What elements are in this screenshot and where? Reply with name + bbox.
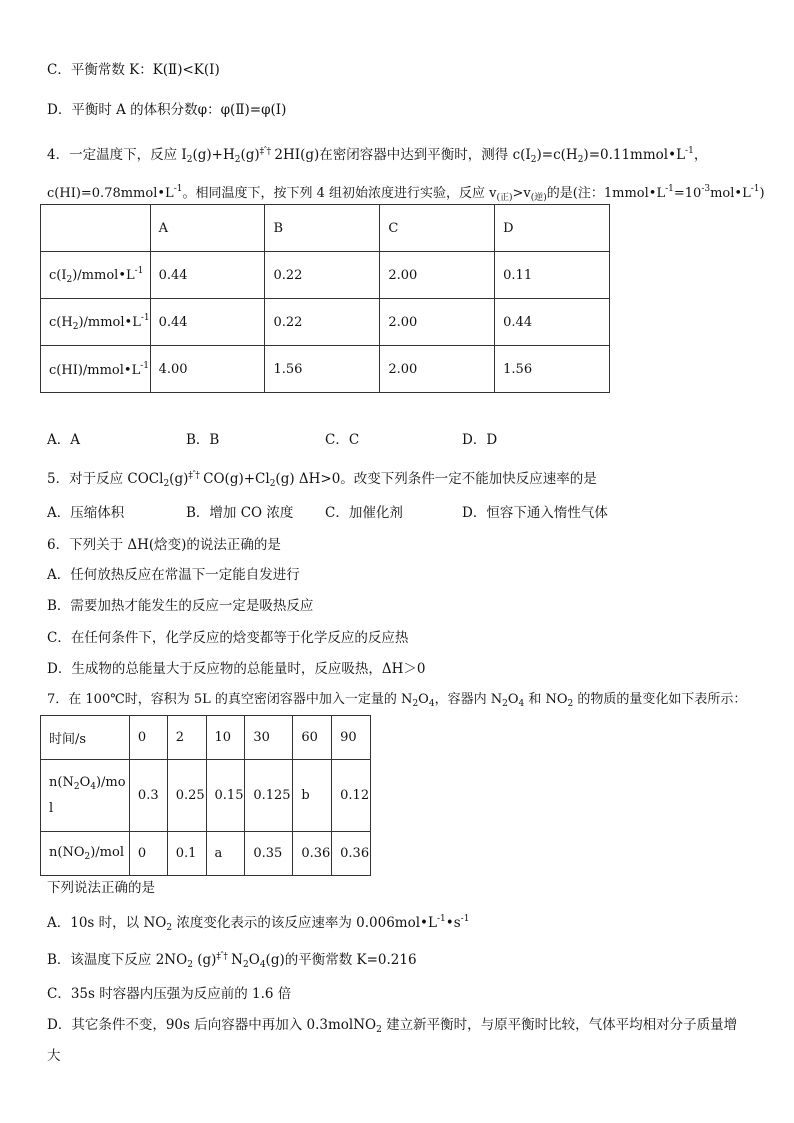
- table-header-cell: D: [495, 205, 610, 252]
- table-cell: 0.25: [167, 760, 206, 832]
- q7-option-d-line2: 大: [47, 1048, 61, 1064]
- q4-concentration-table: [40, 204, 610, 393]
- table-cell: [41, 205, 151, 252]
- q6-option-a: A．任何放热反应在常温下一定能自发进行: [47, 567, 300, 583]
- q6-option-b: B．需要加热才能发生的反应一定是吸热反应: [47, 598, 314, 614]
- table-cell: 0.44: [150, 252, 265, 299]
- table-cell: 2.00: [380, 252, 495, 299]
- q6-option-d: D．生成物的总能量大于反应物的总能量时，反应吸热，ΔH＞0: [47, 661, 426, 677]
- q4-stem-line2: $c(HI)=0.78mmol•L^{-1}$。相同温度下，按下列 4 组初始浓度进行实验，反应 $v_{(正)}>v_{(逆)}$的是(注：$1mmol•L^{-1}=10^{-3}mol•L^{-1}$): [47, 184, 765, 203]
- table-cell: 0.3: [129, 760, 167, 832]
- q5-stem: 5．对于反应 $COCl_2(g)^{\ddagger ˆ\dagger}$ $CO(g)+Cl_2(g)$ ΔH>0。改变下列条件一定不能加快反应速率的是: [47, 471, 597, 489]
- table-cell: 0.12: [332, 760, 371, 832]
- q3-option-d: D．平衡时 A 的体积分数φ：φ(Ⅱ)=φ(Ⅰ): [47, 102, 287, 118]
- table-header-cell: A: [150, 205, 265, 252]
- row-label: $n(NO_2)$/mol: [41, 832, 130, 876]
- table-header-cell: 时间/s: [41, 716, 130, 760]
- table-cell: 2.00: [380, 346, 495, 393]
- table-cell: 1.56: [265, 346, 380, 393]
- q7-option-a: A．10s 时，以 $NO_2$ 浓度变化表示的该反应速率为 $0.006mol•L^{-1}•s^{-1}$: [47, 914, 470, 933]
- equilibrium-arrow-icon: ‡ˆ†: [259, 147, 271, 157]
- table-row: [41, 346, 610, 393]
- table-header-cell: 60: [293, 716, 332, 760]
- table-header-row: [41, 205, 610, 252]
- table-cell: 0.36: [293, 832, 332, 876]
- table-header-cell: 10: [206, 716, 245, 760]
- table-cell: 0.22: [265, 252, 380, 299]
- table-cell: 0: [129, 832, 167, 876]
- table-cell: 4.00: [150, 346, 265, 393]
- table-cell: 0.36: [332, 832, 371, 876]
- table-cell: 0.44: [150, 299, 265, 346]
- row-label: $c(HI)/mmol•L^{-1}$: [41, 346, 151, 393]
- table-cell: 0.1: [167, 832, 206, 876]
- table-cell: 0.35: [245, 832, 293, 876]
- q4-option-c: C．C: [325, 432, 360, 448]
- equilibrium-arrow-icon: ‡ˆ†: [188, 471, 199, 481]
- table-cell: 0.15: [206, 760, 245, 832]
- table-header-cell: C: [380, 205, 495, 252]
- table-row: [41, 252, 610, 299]
- equilibrium-arrow-icon: ‡ˆ†: [216, 952, 227, 962]
- table-cell: a: [206, 832, 245, 876]
- q4-option-b: B．B: [186, 432, 220, 448]
- q5-option-b: B．增加 CO 浓度: [186, 505, 294, 521]
- table-cell: 0.11: [495, 252, 610, 299]
- table-cell: 1.56: [495, 346, 610, 393]
- q6-option-c: C．在任何条件下，化学反应的焓变都等于化学反应的反应热: [47, 630, 409, 646]
- row-label: $c(H_2)/mmol•L^{-1}$: [41, 299, 151, 346]
- table-cell: 0.125: [245, 760, 293, 832]
- q7-option-d-line1: D．其它条件不变，90s 后向容器中再加入 0.3molNO$_2$ 建立新平衡时，与原平衡时比较，气体平均相对分子质量增: [47, 1017, 738, 1035]
- table-cell: 0.22: [265, 299, 380, 346]
- q5-options: [47, 504, 608, 522]
- q4-options: [47, 431, 497, 449]
- table-row: [41, 299, 610, 346]
- table-header-cell: 90: [332, 716, 371, 760]
- q4-stem-line1: 4．一定温度下，反应 $I_2(g)+H_2(g)^{\ddagger ˆ\dagger}$ 2HI(g)在密闭容器中达到平衡时，测得 $c(I_2)=c(H_2)=0.11mmol•L^{-1}$，: [47, 146, 708, 165]
- q5-option-c: C．加催化剂: [325, 505, 403, 521]
- table-cell: 0.44: [495, 299, 610, 346]
- q7-option-b: B．该温度下反应 $2NO_2$ $(g)^{\ddagger ˆ\dagger}$ $N_2O_4(g)$的平衡常数 K=0.216: [47, 952, 417, 970]
- q6-stem: 6．下列关于 ΔH(焓变)的说法正确的是: [47, 537, 281, 553]
- q7-option-c: C．35s 时容器内压强为反应前的 1.6 倍: [47, 986, 292, 1002]
- table-row: [41, 832, 371, 876]
- q4-option-a: A．A: [47, 432, 80, 448]
- table-header-cell: B: [265, 205, 380, 252]
- q4-option-d: D．D: [462, 432, 498, 448]
- table-header-cell: 30: [245, 716, 293, 760]
- q5-option-d: D．恒容下通入惰性气体: [462, 505, 608, 521]
- q7-data-table: [40, 715, 371, 876]
- q7-stem: 7．在 100℃时，容积为 5L 的真空密闭容器中加入一定量的 $N_2O_4$，容器内 $N_2O_4$ 和 $NO_2$ 的物质的量变化如下表所示：: [47, 692, 747, 709]
- table-cell: 2.00: [380, 299, 495, 346]
- q7-prompt: 下列说法正确的是: [47, 880, 155, 896]
- table-row: [41, 760, 371, 832]
- table-header-cell: 0: [129, 716, 167, 760]
- q3-option-c: C．平衡常数 K：K(Ⅱ)<K(Ⅰ): [47, 62, 220, 78]
- table-header-row: [41, 716, 371, 760]
- row-label: $c(I_2)/mmol•L^{-1}$: [41, 252, 151, 299]
- table-cell: b: [293, 760, 332, 832]
- table-header-cell: 2: [167, 716, 206, 760]
- q5-option-a: A．压缩体积: [47, 505, 125, 521]
- row-label: $n(N_2O_4)/mo$ l: [41, 760, 130, 832]
